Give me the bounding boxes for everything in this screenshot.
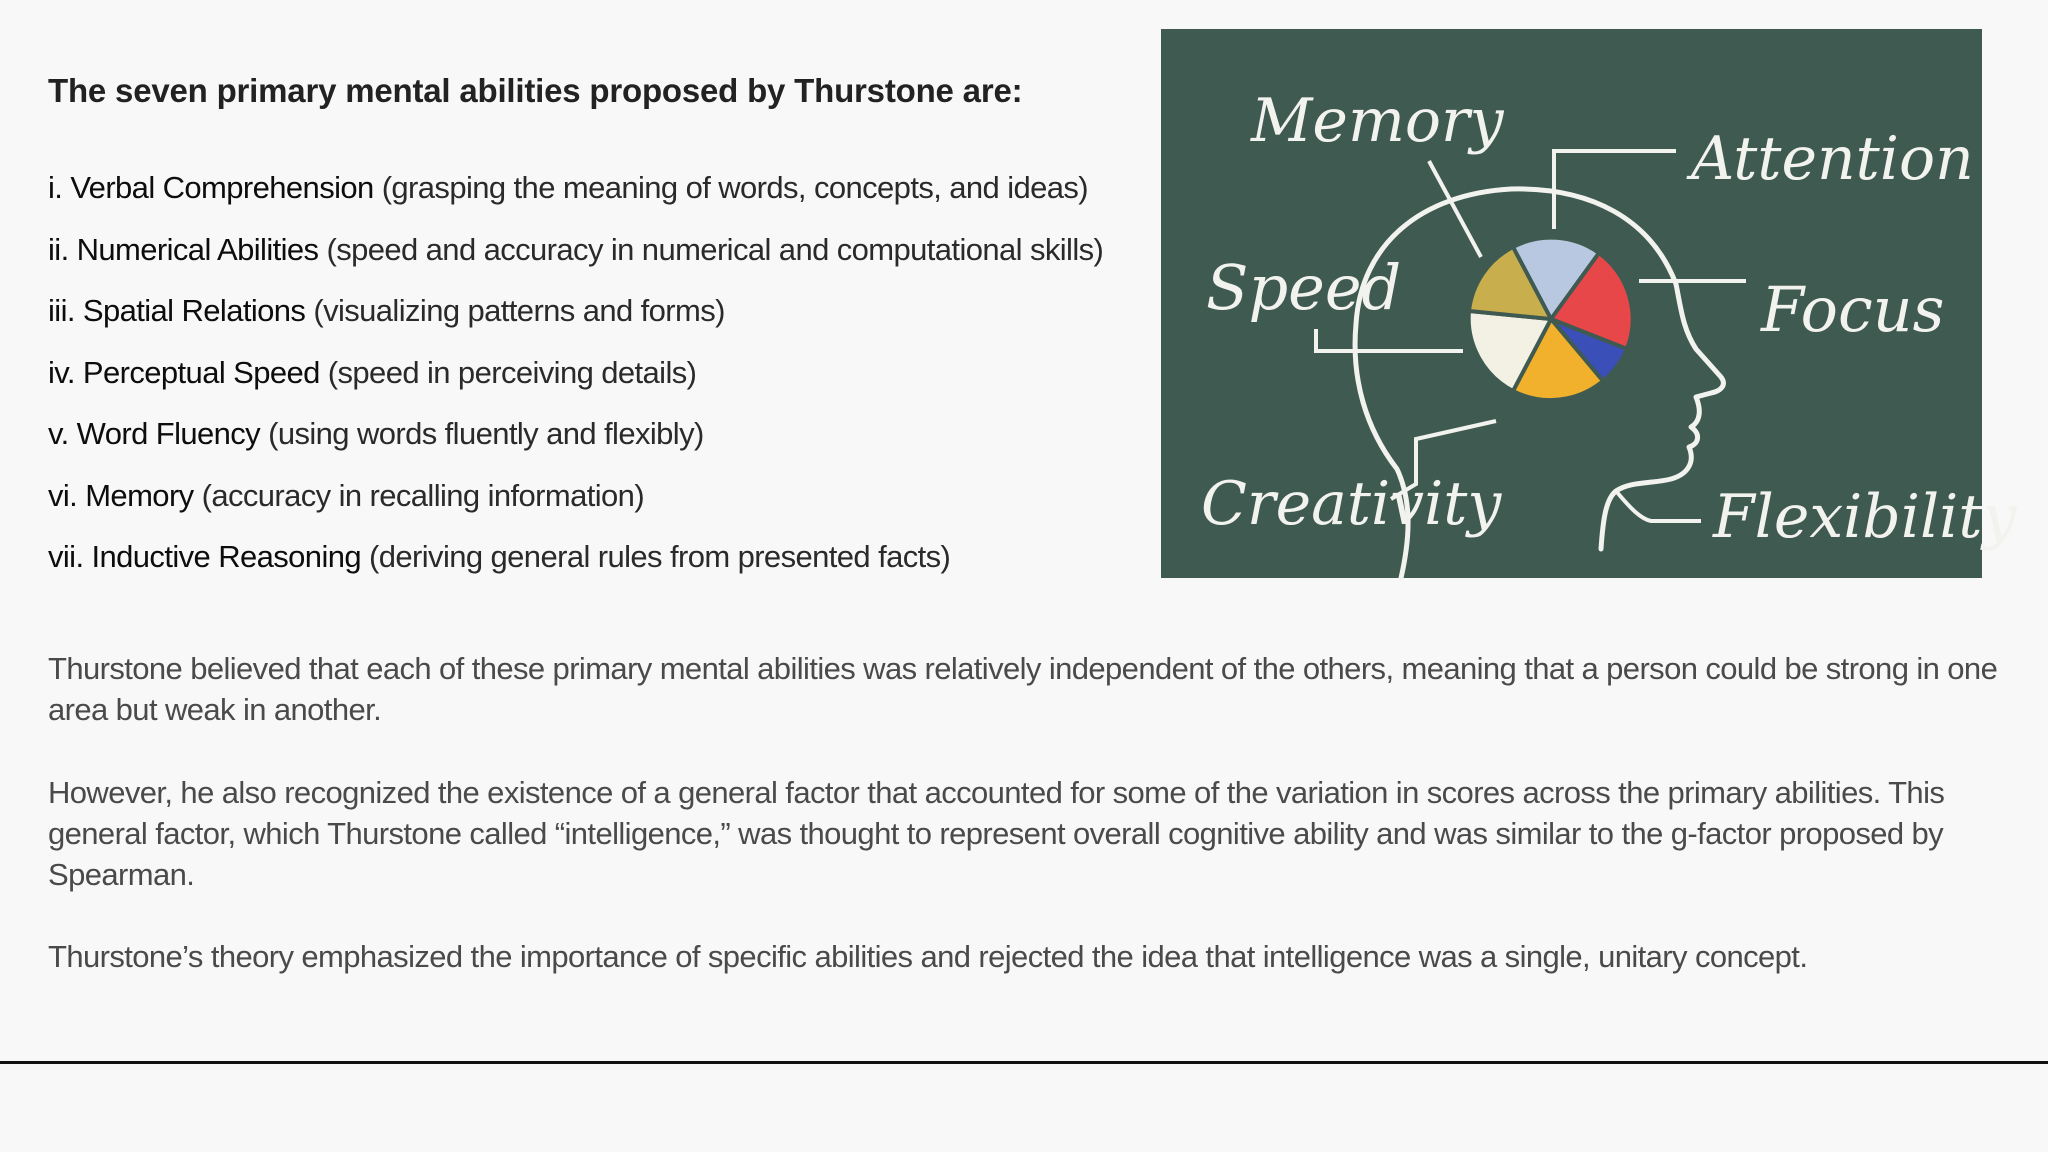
ability-description: (speed and accuracy in numerical and computational skills) (326, 231, 1104, 267)
list-item (48, 168, 1103, 230)
paragraph-independence: Thurstone believed that each of these primary mental abilities was relatively independent of the others, meaning that a person could be strong in one area but weak in another. (48, 651, 1998, 727)
ability-name: vi. Memory (48, 477, 194, 513)
list-item (48, 230, 1103, 292)
label-memory: Memory (1251, 86, 1504, 156)
ability-description: (using words fluently and flexibly) (268, 416, 704, 451)
ability-name: vii. Inductive Reasoning (48, 539, 362, 574)
list-item (48, 414, 1103, 476)
paragraph-conclusion: Thurstone’s theory emphasized the importance of specific abilities and rejected the idea that intelligence was a single, unitary concept. (48, 939, 1808, 974)
list-item (48, 291, 1103, 353)
list-item (48, 353, 1103, 415)
list-item (48, 476, 1103, 538)
label-creativity: Creativity (1201, 469, 1502, 539)
label-attention: Attention (1691, 124, 1974, 194)
ability-description: (speed in perceiving details) (327, 354, 697, 390)
list-item (48, 537, 1103, 599)
label-speed: Speed (1206, 251, 1402, 324)
paragraph-general-factor: However, he also recognized the existence of a general factor that accounted for some of the variation in scores across the primary abilities. This general factor, which Thurstone called “intelligence,” was thought to represent overall cognitive ability and was similar to the g-factor proposed by Spearman. (48, 775, 1945, 892)
ability-name: iv. Perceptual Speed (48, 354, 320, 390)
ability-name: iii. Spatial Relations (48, 293, 306, 328)
ability-description: (grasping the meaning of words, concepts, and ideas) (381, 170, 1089, 205)
abilities-list (48, 168, 1103, 599)
label-flexibility: Flexibility (1713, 482, 2017, 552)
brain-pie (1463, 231, 1639, 407)
ability-description: (accuracy in recalling information) (201, 477, 645, 513)
chalkboard-illustration (1161, 29, 2017, 578)
label-focus: Focus (1761, 273, 1945, 346)
ability-name: v. Word Fluency (48, 416, 261, 451)
ability-description: (visualizing patterns and forms) (313, 293, 725, 328)
ability-description: (deriving general rules from presented facts) (369, 539, 951, 574)
bottom-divider (0, 1061, 2048, 1064)
ability-name: i. Verbal Comprehension (48, 170, 374, 205)
head-diagram (1161, 29, 2017, 578)
page-heading: The seven primary mental abilities proposed by Thurstone are: (48, 72, 1023, 109)
ability-name: ii. Numerical Abilities (48, 231, 319, 267)
